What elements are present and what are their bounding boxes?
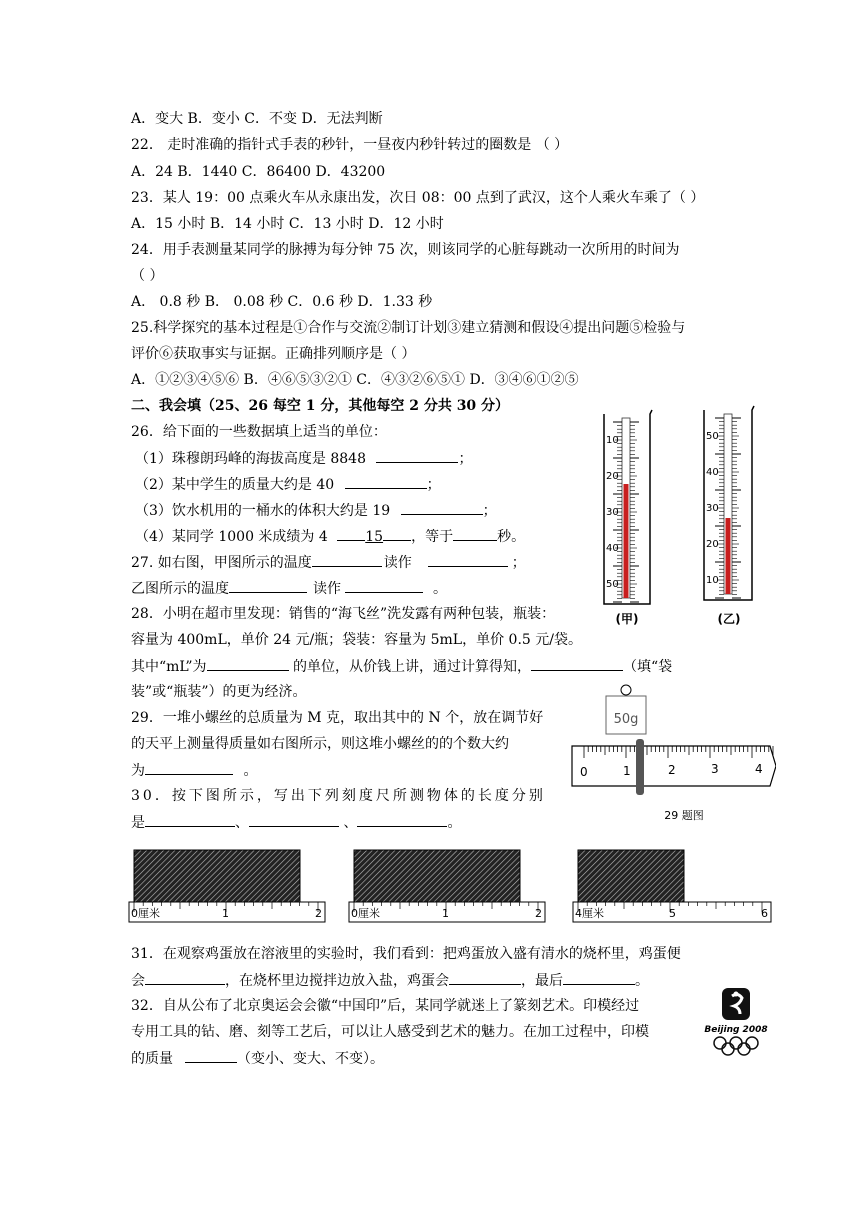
q32-blank[interactable] — [185, 1048, 237, 1063]
yi-tick-label-40: 40 — [706, 467, 719, 478]
ruler-1-label-1: 1 — [222, 907, 229, 920]
q30-blank-1[interactable] — [145, 812, 235, 827]
q29-line-3-a: 为 — [131, 763, 145, 779]
q26-semicolon-3: ； — [482, 503, 497, 519]
q31-line-2-b: ，在烧杯里边搅拌边放入盐，鸡蛋会 — [225, 973, 449, 989]
q26-blank-4a[interactable] — [337, 526, 365, 541]
q26-item-4-mid: 15 — [365, 529, 384, 545]
q26-item-2-text: （2）某中学生的质量大约是 40 — [135, 477, 335, 493]
q24-stem2: （ ） — [131, 268, 164, 284]
q26-stem: 26．给下面的一些数据填上适当的单位： — [131, 424, 387, 440]
beijing-2008-logo — [702, 986, 770, 1058]
q29-line-3-b: 。 — [239, 763, 258, 779]
q26-item-4 — [135, 526, 525, 547]
q26-blank-1[interactable] — [376, 448, 458, 463]
q29-line-1: 29．一堆小螺丝的总质量为 M 克，取出其中的 N 个，放在调节好 — [131, 710, 544, 726]
beam-label-0: 0 — [580, 765, 588, 779]
q26-item-1-text: （1）珠穆朗玛峰的海拔高度是 8848 — [135, 451, 366, 467]
object-3 — [578, 850, 684, 902]
q30-line-1: 30．按下图所示，写出下列刻度尺所测物体的长度分别 — [131, 788, 546, 804]
q29-line-3 — [131, 760, 257, 781]
q32-line-1: 32．自从公布了北京奥运会会徽“中国印”后，某同学就迷上了篆刻艺术。印模经过 — [131, 998, 640, 1014]
q22-stem: 22． 走时准确的指针式手表的秒针，一昼夜内秒针转过的圈数是 （ ） — [131, 137, 569, 153]
q21-options: A．变大 B．变小 C．不变 D．无法判断 — [131, 111, 383, 127]
q26-item-3-text: （3）饮水机用的一桶水的体积大约是 19 — [135, 503, 391, 519]
q26-blank-4b[interactable] — [383, 526, 411, 541]
section2-title: 二、我会填（25、26 每空 1 分，其他每空 2 分共 30 分） — [131, 398, 510, 414]
olympic-rings — [714, 1037, 758, 1055]
q30-line-2-a: 是 — [131, 815, 145, 831]
q27-blank-2[interactable] — [428, 552, 508, 567]
balance-scale-figure — [570, 682, 776, 824]
q26-blank-3[interactable] — [401, 500, 483, 515]
q27-line-2-a: 乙图所示的温度 — [131, 581, 229, 597]
q31-line-2-d: 。 — [635, 973, 649, 989]
object-1 — [134, 850, 300, 902]
q27-line-2 — [131, 578, 447, 599]
q31-blank-1[interactable] — [145, 970, 225, 985]
q29-figure-caption: 29 题图 — [664, 809, 704, 822]
weight-label: 50g — [613, 712, 639, 727]
ruler-2-label-2: 2 — [535, 907, 542, 920]
q25-stem: 25.科学探究的基本过程是①合作与交流②制订计划③建立猜测和假设④提出问题⑤检验与 — [131, 320, 686, 336]
q28-line-3-c: （填“袋 — [622, 659, 673, 675]
q25-stem2: 评价⑥获取事实与证据。正确排列顺序是（ ） — [131, 346, 416, 362]
q31-blank-3[interactable] — [563, 970, 635, 985]
q27-line-1-b: 读作 — [383, 555, 412, 571]
q22-options: A．24 B．1440 C．86400 D．43200 — [131, 164, 386, 180]
ruler-figure-2 — [348, 846, 548, 924]
ruler-figure-1 — [128, 846, 328, 924]
yi-mercury — [726, 518, 731, 594]
q28-blank-1[interactable] — [207, 656, 289, 671]
q27-blank-4[interactable] — [345, 578, 423, 593]
q31-line-2 — [131, 970, 649, 991]
q26-item-3 — [135, 500, 497, 521]
jia-mercury — [624, 484, 629, 598]
q27-line-1 — [131, 552, 526, 573]
q30-end: 。 — [447, 815, 462, 831]
thermometer-jia — [596, 408, 662, 630]
q26-semicolon-1: ； — [458, 451, 473, 467]
q28-line-4: 装”或“瓶装”）的更为经济。 — [131, 684, 307, 700]
q32-line-3-a: 的质量 — [131, 1051, 173, 1067]
q26-item-4-end: 秒。 — [497, 529, 526, 545]
q26-item-1 — [135, 448, 472, 469]
q28-line-3-a: 其中“mL”为 — [131, 659, 207, 675]
ruler-2-label-0: 0厘米 — [351, 907, 380, 920]
yi-tick-label-30: 30 — [706, 503, 719, 514]
q31-line-1: 31．在观察鸡蛋放在溶液里的实验时，我们看到：把鸡蛋放入盛有清水的烧杯里，鸡蛋便 — [131, 946, 681, 962]
q27-blank-3[interactable] — [229, 578, 307, 593]
yi-label: (乙) — [717, 612, 741, 626]
q32-line-3 — [131, 1048, 384, 1069]
q30-blank-3[interactable] — [357, 812, 447, 827]
q28-line-3 — [131, 656, 672, 677]
q23-options: A．15 小时 B．14 小时 C．13 小时 D．12 小时 — [131, 216, 444, 232]
q25-options: A．①②③④⑤⑥ B．④⑥⑤③②① C．④③②⑥⑤① D．③④⑥①②⑤ — [131, 372, 579, 388]
q30-sep-1: 、 — [235, 815, 249, 831]
q28-blank-2[interactable] — [531, 656, 623, 671]
jia-label: (甲) — [615, 612, 639, 626]
q26-semicolon-2: ； — [426, 477, 441, 493]
object-2 — [354, 850, 520, 902]
q26-blank-2[interactable] — [345, 474, 427, 489]
ruler-2-label-1: 1 — [442, 907, 449, 920]
q32-line-2: 专用工具的钻、磨、刻等工艺后，可以让人感受到艺术的魅力。在加工过程中，印模 — [131, 1024, 649, 1040]
q28-line-1: 28．小明在超市里发现：销售的“海飞丝”洗发露有两种包装，瓶装： — [131, 606, 556, 622]
ruler-1-label-2: 2 — [315, 907, 322, 920]
jia-tick-label-30: 30 — [606, 507, 619, 518]
q26-item-2 — [135, 474, 441, 495]
ruler-3-label-1: 5 — [669, 907, 676, 920]
q27-line-1-a: 27. 如右图，甲图所示的温度 — [131, 555, 312, 571]
q30-sep-2: 、 — [339, 815, 358, 831]
q30-line-2 — [131, 812, 461, 833]
q31-line-2-a: 会 — [131, 973, 145, 989]
jia-tick-label-40: 40 — [606, 543, 619, 554]
beam-label-1: 1 — [623, 764, 631, 778]
q28-line-3-b: 的单位，从价钱上讲，通过计算得知， — [288, 659, 531, 675]
ruler-3-label-0: 4厘米 — [575, 907, 604, 920]
beam-label-3: 3 — [711, 762, 719, 776]
jia-tick-label-20: 20 — [606, 471, 619, 482]
q29-line-2: 的天平上测量得质量如右图所示，则这堆小螺丝的的个数大约 — [131, 736, 509, 752]
jia-tick-label-50: 50 — [606, 579, 619, 590]
yi-tick-label-50: 50 — [706, 431, 719, 442]
rider — [636, 739, 644, 795]
q26-item-4-tail: ，等于 — [411, 529, 454, 545]
beam-label-2: 2 — [668, 763, 676, 777]
jia-tick-label-10: 10 — [606, 435, 619, 446]
q23-stem: 23．某人 19：00 点乘火车从永康出发，次日 08：00 点到了武汉，这个人乘火车乘了（ ） — [131, 190, 705, 206]
yi-tick-label-10: 10 — [706, 575, 719, 586]
q27-end-1: ； — [511, 555, 526, 571]
q26-item-4-text: （4）某同学 1000 米成绩为 4 — [135, 529, 328, 545]
yi-tick-label-20: 20 — [706, 539, 719, 550]
logo-text: Beijing 2008 — [704, 1025, 768, 1035]
q29-blank[interactable] — [145, 760, 233, 775]
q27-line-2-b: 读作 — [313, 581, 341, 597]
q27-blank-1[interactable] — [312, 552, 382, 567]
ruler-1-label-0: 0厘米 — [131, 907, 160, 920]
q31-blank-2[interactable] — [449, 970, 521, 985]
q24-stem: 24．用手表测量某同学的脉搏为每分钟 75 次，则该同学的心脏每跳动一次所用的时间为 — [131, 242, 680, 258]
q30-blank-2[interactable] — [249, 812, 339, 827]
weight-hook — [621, 685, 631, 695]
q26-blank-4c[interactable] — [453, 526, 497, 541]
thermometer-yi — [698, 404, 764, 628]
q31-line-2-c: ，最后 — [521, 973, 563, 989]
q27-end-2: 。 — [433, 581, 447, 597]
q28-line-2: 容量为 400mL，单价 24 元/瓶；袋装：容量为 5mL，单价 0.5 元/袋。 — [131, 632, 582, 648]
q24-options: A． 0.8 秒 B． 0.08 秒 C．0.6 秒 D．1.33 秒 — [131, 294, 433, 310]
q32-line-3-b: （变小、变大、不变）。 — [237, 1051, 384, 1067]
ruler-3-label-2: 6 — [761, 907, 768, 920]
beam-label-4: 4 — [755, 762, 763, 776]
ruler-figure-3 — [572, 846, 774, 924]
